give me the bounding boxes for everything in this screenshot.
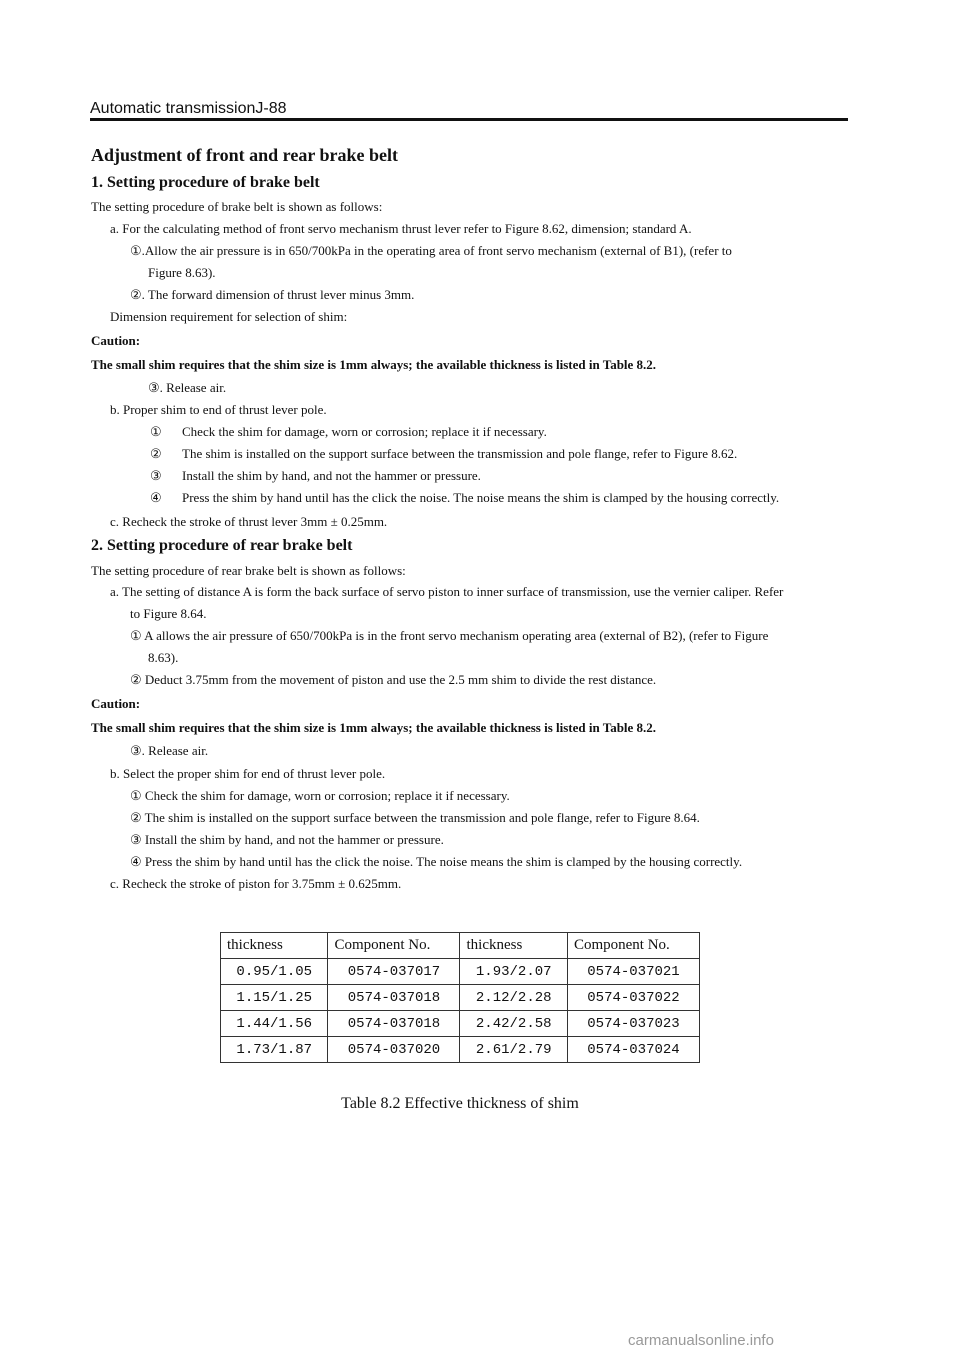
section2-step-b2: ② The shim is installed on the support surface between the transmission and pole flange, refer to Figure 8.64.	[130, 810, 700, 825]
section2-step-a2: ② Deduct 3.75mm from the movement of piston and use the 2.5 mm shim to divide the rest distance.	[130, 672, 657, 687]
section2-step-a1-line2: 8.63).	[148, 650, 179, 665]
table-cell: 0574-037018	[328, 985, 460, 1011]
list-item-text: The shim is installed on the support surface between the transmission and pole flange, refer to Figure 8.62.	[182, 446, 738, 461]
section2-step-a1-line1: ① A allows the air pressure of 650/700kPa is in the front servo mechanism operating area (external of B2), (refer to Figure	[130, 628, 769, 643]
section2-step-b1: ① Check the shim for damage, worn or corrosion; replace it if necessary.	[130, 788, 510, 803]
section1-step-a3: ③. Release air.	[148, 380, 227, 395]
table-row	[221, 959, 700, 985]
header-rule	[90, 118, 848, 121]
shim-thickness-table	[220, 932, 700, 1063]
section2-step-a-line2: to Figure 8.64.	[130, 606, 207, 621]
table-cell: 0574-037022	[567, 985, 699, 1011]
section1-step-b2	[150, 446, 737, 462]
section1-step-a1-line1: ①.Allow the air pressure is in 650/700kPa in the operating area of front servo mechanism (external of B1), (refer to	[130, 243, 732, 258]
table-cell: 0574-037018	[328, 1011, 460, 1037]
section1-caution-label: Caution:	[91, 333, 141, 348]
table-caption: Table 8.2 Effective thickness of shim	[341, 1095, 579, 1112]
table-cell: 1.93/2.07	[460, 959, 567, 985]
section2-heading: 2. Setting procedure of rear brake belt	[91, 537, 353, 554]
table-cell: 2.61/2.79	[460, 1037, 567, 1063]
page-title: Adjustment of front and rear brake belt	[91, 145, 398, 165]
table-cell: 0.95/1.05	[221, 959, 328, 985]
table-cell: 1.44/1.56	[221, 1011, 328, 1037]
section1-caution-text: The small shim requires that the shim size is 1mm always; the available thickness is listed in Table 8.2.	[91, 357, 657, 372]
table-cell: 1.73/1.87	[221, 1037, 328, 1063]
section1-step-b1	[150, 424, 547, 440]
table-cell: 1.15/1.25	[221, 985, 328, 1011]
table-cell: 2.12/2.28	[460, 985, 567, 1011]
table-header-cell: thickness	[460, 933, 567, 959]
table-cell: 0574-037024	[567, 1037, 699, 1063]
section2-caution-text: The small shim requires that the shim size is 1mm always; the available thickness is listed in Table 8.2.	[91, 720, 657, 735]
section2-step-b: b. Select the proper shim for end of thrust lever pole.	[110, 766, 386, 781]
table-header-cell: Component No.	[328, 933, 460, 959]
section1-heading: 1. Setting procedure of brake belt	[91, 174, 320, 191]
section1-step-a2: ②. The forward dimension of thrust lever minus 3mm.	[130, 287, 415, 302]
table-cell: 0574-037017	[328, 959, 460, 985]
section2-step-b4: ④ Press the shim by hand until has the click the noise. The noise means the shim is clamped by the housing correctly.	[130, 854, 743, 869]
section1-step-a1-line2: Figure 8.63).	[148, 265, 216, 280]
table-cell: 0574-037020	[328, 1037, 460, 1063]
list-marker: ③	[150, 468, 162, 483]
section1-step-a: a. For the calculating method of front servo mechanism thrust lever refer to Figure 8.62, dimension; standard A.	[110, 221, 692, 236]
section1-step-b3	[150, 468, 481, 484]
section2-step-a3: ③. Release air.	[130, 743, 209, 758]
table-row	[221, 985, 700, 1011]
list-marker: ①	[150, 424, 162, 439]
table-header-row	[221, 933, 700, 959]
table-cell: 0574-037023	[567, 1011, 699, 1037]
section2-caution-label: Caution:	[91, 696, 141, 711]
watermark-text: carmanualsonline.info	[628, 1332, 774, 1349]
table-cell: 0574-037021	[567, 959, 699, 985]
section2-step-b3: ③ Install the shim by hand, and not the hammer or pressure.	[130, 832, 444, 847]
page-header: Automatic transmissionJ-88	[90, 100, 287, 117]
table-header-cell: thickness	[221, 933, 328, 959]
section1-step-c: c. Recheck the stroke of thrust lever 3mm ± 0.25mm.	[110, 514, 388, 529]
section1-dimension-note: Dimension requirement for selection of shim:	[110, 309, 348, 324]
list-marker: ④	[150, 490, 162, 505]
list-marker: ②	[150, 446, 162, 461]
section1-step-b: b. Proper shim to end of thrust lever pole.	[110, 402, 327, 417]
list-item-text: Press the shim by hand until has the click the noise. The noise means the shim is clamped by the housing correctly.	[182, 490, 780, 505]
table-cell: 2.42/2.58	[460, 1011, 567, 1037]
section1-intro: The setting procedure of brake belt is shown as follows:	[91, 199, 383, 214]
list-item-text: Install the shim by hand, and not the hammer or pressure.	[182, 468, 481, 483]
section2-step-a-line1: a. The setting of distance A is form the back surface of servo piston to inner surface of transmission, use the vernier caliper. Refer	[110, 584, 784, 599]
list-item-text: Check the shim for damage, worn or corrosion; replace it if necessary.	[182, 424, 547, 439]
table-row	[221, 1037, 700, 1063]
table-row	[221, 1011, 700, 1037]
section2-step-c: c. Recheck the stroke of piston for 3.75mm ± 0.625mm.	[110, 876, 402, 891]
section2-intro: The setting procedure of rear brake belt is shown as follows:	[91, 563, 406, 578]
section1-step-b4	[150, 490, 779, 506]
table-header-cell: Component No.	[567, 933, 699, 959]
